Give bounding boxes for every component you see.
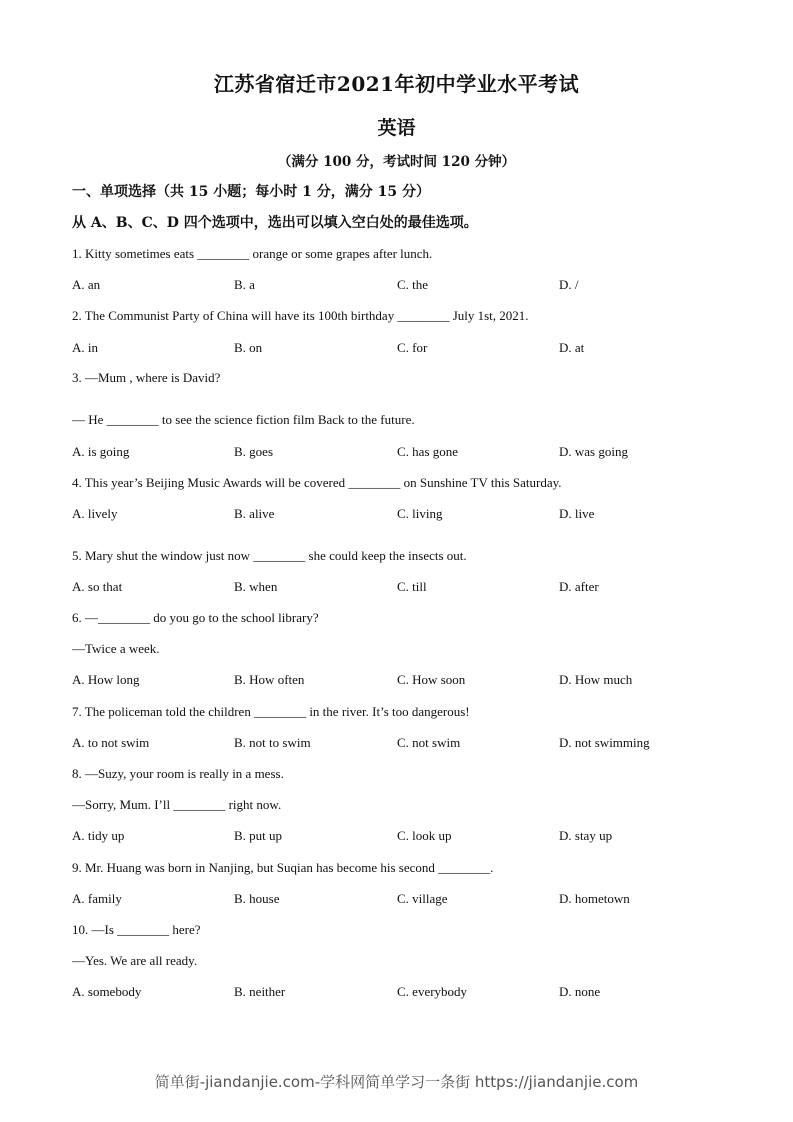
- option-a: A. so that: [72, 579, 123, 594]
- question-2-options: [72, 340, 712, 356]
- question-7-options: [72, 735, 712, 751]
- option-c: C. look up: [397, 828, 452, 843]
- option-b: B. house: [234, 891, 280, 906]
- question-8-response: —Sorry, Mum. I’ll ________ right now.: [72, 797, 282, 812]
- question-4-options: [72, 506, 712, 522]
- question-10-stem: 10. —Is ________ here?: [72, 922, 201, 937]
- option-a: A. in: [72, 340, 98, 355]
- option-b: B. goes: [234, 444, 273, 459]
- option-b: B. a: [234, 277, 255, 292]
- option-d: D. none: [559, 984, 601, 999]
- question-1-stem: 1. Kitty sometimes eats ________ orange or some grapes after lunch.: [72, 246, 433, 261]
- exam-title: 江苏省宿迁市2021年初中学业水平考试: [213, 72, 580, 96]
- option-d: D. stay up: [559, 828, 613, 843]
- question-7-stem: 7. The policeman told the children ________ in the river. It’s too dangerous!: [72, 704, 470, 719]
- option-a: A. How long: [72, 672, 140, 687]
- watermark-footer: 简单街-jiandanjie.com-学科网简单学习一条街 https://jiandanjie.com: [154, 1073, 639, 1091]
- question-5-options: [72, 579, 712, 595]
- question-3-options: [72, 444, 712, 460]
- question-1-options: [72, 277, 712, 293]
- question-6-stem: 6. —________ do you go to the school library?: [72, 610, 319, 625]
- exam-info: （满分 100 分，考试时间 120 分钟）: [277, 154, 516, 170]
- question-3-stem: 3. —Mum , where is David?: [72, 370, 221, 385]
- option-c: C. not swim: [397, 735, 461, 750]
- exam-subject: 英语: [377, 117, 416, 139]
- option-b: B. on: [234, 340, 263, 355]
- option-b: B. alive: [234, 506, 275, 521]
- option-a: A. somebody: [72, 984, 142, 999]
- question-3-response: — He ________ to see the science fiction film Back to the future.: [72, 412, 415, 427]
- option-b: B. not to swim: [234, 735, 311, 750]
- option-d: D. How much: [559, 672, 633, 687]
- question-2-stem: 2. The Communist Party of China will have its 100th birthday ________ July 1st, 2021.: [72, 308, 529, 323]
- option-c: C. till: [397, 579, 427, 594]
- option-d: D. hometown: [559, 891, 630, 906]
- option-c: C. living: [397, 506, 443, 521]
- option-a: A. is going: [72, 444, 130, 459]
- option-d: D. at: [559, 340, 585, 355]
- option-a: A. tidy up: [72, 828, 125, 843]
- section-instruction: 从 A、B、C、D 四个选项中，选出可以填入空白处的最佳选项。: [72, 215, 478, 231]
- option-b: B. put up: [234, 828, 283, 843]
- option-c: C. the: [397, 277, 429, 292]
- question-4-stem: 4. This year’s Beijing Music Awards will be covered ________ on Sunshine TV this Saturday.: [72, 475, 562, 490]
- option-c: C. How soon: [397, 672, 466, 687]
- option-a: A. an: [72, 277, 101, 292]
- question-5-stem: 5. Mary shut the window just now ________ she could keep the insects out.: [72, 548, 467, 563]
- option-d: D. not swimming: [559, 735, 650, 750]
- option-c: C. has gone: [397, 444, 459, 459]
- question-8-options: [72, 828, 712, 844]
- option-a: A. family: [72, 891, 122, 906]
- option-d: D. live: [559, 506, 595, 521]
- question-6-options: [72, 672, 712, 688]
- option-b: B. when: [234, 579, 278, 594]
- option-c: C. village: [397, 891, 448, 906]
- question-6-response: —Twice a week.: [72, 641, 160, 656]
- question-8-stem: 8. —Suzy, your room is really in a mess.: [72, 766, 284, 781]
- option-a: A. to not swim: [72, 735, 150, 750]
- option-d: D. was going: [559, 444, 628, 459]
- question-9-stem: 9. Mr. Huang was born in Nanjing, but Suqian has become his second ________.: [72, 860, 494, 875]
- option-a: A. lively: [72, 506, 118, 521]
- option-d: D. after: [559, 579, 599, 594]
- option-b: B. neither: [234, 984, 286, 999]
- question-9-options: [72, 891, 712, 907]
- option-c: C. everybody: [397, 984, 468, 999]
- option-c: C. for: [397, 340, 428, 355]
- option-d: D. /: [559, 277, 579, 292]
- question-10-response: —Yes. We are all ready.: [72, 953, 198, 968]
- option-b: B. How often: [234, 672, 305, 687]
- section-heading: 一、单项选择（共 15 小题；每小时 1 分，满分 15 分）: [72, 184, 430, 200]
- question-10-options: [72, 984, 712, 1000]
